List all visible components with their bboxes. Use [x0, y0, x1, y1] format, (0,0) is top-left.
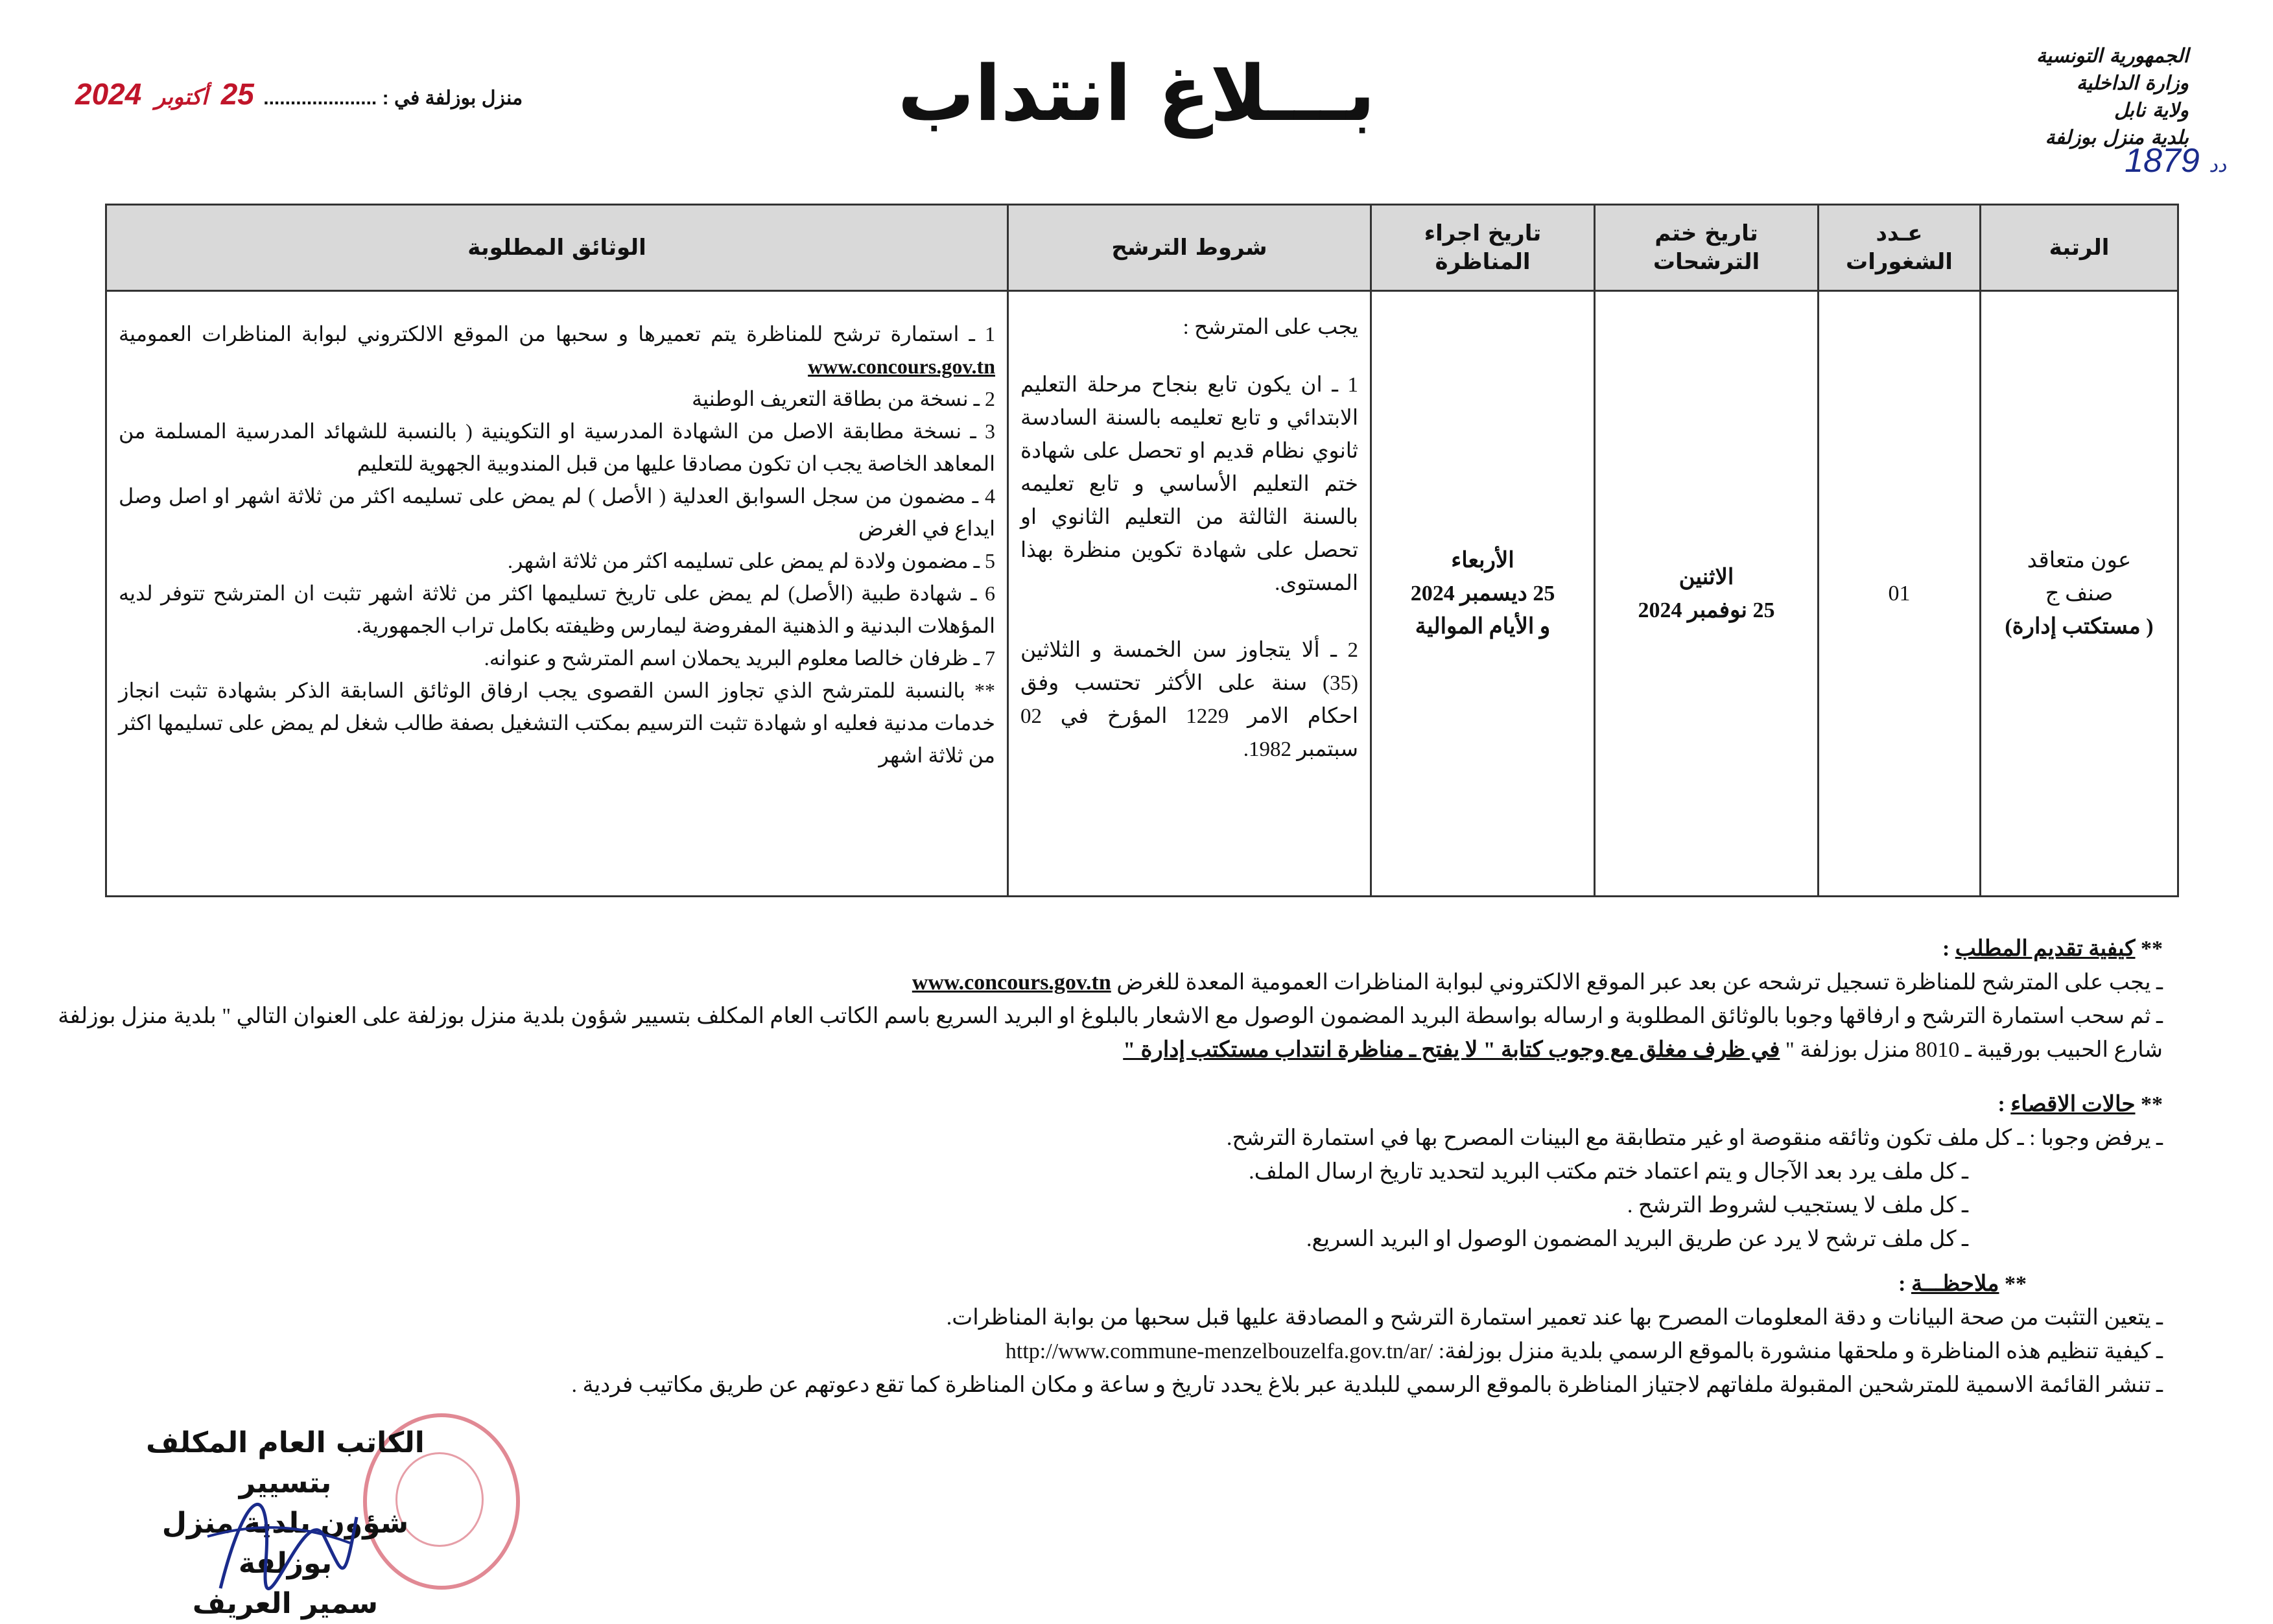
- table-row: [106, 291, 2178, 897]
- concours-link[interactable]: www.concours.gov.tn: [808, 355, 995, 378]
- registration-number-value: 1879: [2125, 142, 2200, 180]
- municipality-website-link[interactable]: http://www.commune-menzelbouzelfa.gov.tn/ar/: [1005, 1339, 1433, 1363]
- application-concours-link[interactable]: www.concours.gov.tn: [912, 971, 1111, 994]
- exam-following-days: و الأيام الموالية: [1415, 615, 1551, 639]
- recruitment-table: [105, 204, 2179, 897]
- exam-day: الأربعاء: [1451, 548, 1514, 572]
- document-2: 2 ـ نسخة من بطاقة التعريف الوطنية: [691, 387, 995, 410]
- application-line-2: ـ ثم سحب استمارة الترشح و ارفاقها وجوبا بالوثائق المطلوبة و ارساله بواسطة البريد المضمون الوصول مع الاشعار بالبلوغ او البريد السريع باسم الكاتب العام المكلف بتسيير شؤون بلدية منزل بوزلفة على العنوان التالي " بلدية منزل بوزلفة شارع الحبيب بورقيبة ـ 8010 منزل بوزلفة " في ظرف مغلق مع وجوب كتابة " لا يفتح ـ مناظرة انتداب مستكتب إدارة ": [58, 1004, 2163, 1062]
- date-dots: .....................: [263, 88, 377, 109]
- deadline-day: الاثنين: [1678, 565, 1734, 589]
- table-header-row: [106, 205, 2178, 291]
- header-documents: الوثائق المطلوبة: [106, 205, 1008, 291]
- header-posts: عـدد الشغورات: [1819, 205, 1981, 291]
- condition-1: 1 ـ ان يكون تابع بنجاح مرحلة التعليم الابتدائي و تابع تعليمه بالسنة السادسة ثانوي نظام قديم او تحصل على شهادة ختم التعليم الأساسي و تابع تعليمه بالسنة الثالثة من التعليم الثانوي او تحصل على شهادة تكوين منظرة بهذا المستوى.: [1020, 373, 1358, 595]
- header-rank: الرتبة: [1981, 205, 2178, 291]
- signature-office: شؤون بلدية منزل بوزلفة: [161, 1507, 409, 1580]
- application-heading: ** كيفية تقديم المطلب :: [1942, 937, 2163, 961]
- cell-documents: [106, 291, 1008, 897]
- registration-suffix: دد: [2209, 155, 2226, 176]
- exclusion-item: ـ كل ملف ترشح لا يرد عن طريق البريد المضمون الوصول او البريد السريع.: [1306, 1227, 1968, 1251]
- notes-section: [56, 1267, 2163, 1402]
- conditions-intro: يجب على المترشح :: [1183, 316, 1358, 339]
- application-section: [56, 932, 2163, 1067]
- header-exam-date: تاريخ اجراء المناظرة: [1371, 205, 1595, 291]
- document-5: 5 ـ مضمون ولادة لم يمض على تسليمه اكثر من ثلاثة اشهر.: [508, 549, 995, 572]
- municipality-name: بلدية منزل بوزلفة: [2045, 126, 2189, 149]
- header-conditions: شروط الترشح: [1008, 205, 1371, 291]
- date-prefix: منزل بوزلفة في :: [382, 88, 523, 109]
- note-line-3: ـ تنشر القائمة الاسمية للمترشحين المقبولة ملفاتهم لاجتياز المناظرة بالموقع الرسمي للبلدية عبر بلاغ يحدد تاريخ و ساعة و مكان المناظرة كما تقع دعوتهم عن طريق مكاتيب فردية .: [571, 1373, 2163, 1397]
- exam-date: 25 ديسمبر 2024: [1410, 582, 1555, 606]
- application-line-1: ـ يجب على المترشح للمناظرة تسجيل ترشحه عن بعد عبر الموقع الالكتروني لبوابة المناظرات العمومية المعدة للغرض www.concours.gov.tn: [912, 971, 2163, 994]
- exclusion-section: [56, 1088, 2163, 1256]
- envelope-instruction: في ظرف مغلق مع وجوب كتابة " لا يفتح ـ مناظرة انتداب مستكتب إدارة ": [1123, 1038, 1780, 1062]
- exclusion-prefix: ـ يرفض وجوبا :: [2029, 1126, 2163, 1150]
- exclusion-heading: ** حالات الاقصاء :: [1997, 1092, 2163, 1116]
- date-year: 2024: [75, 77, 142, 111]
- note-line-1: ـ يتعين التثبت من صحة البيانات و دقة المعلومات المصرح بها عند تعمير استمارة الترشح و المصادقة عليها قبل سحبها من بوابة المناظرات.: [946, 1306, 2163, 1330]
- condition-2: 2 ـ ألا يتجاوز سن الخمسة و الثلاثين (35) سنة على الأكثر تحتسب وفق احكام الامر 1229 المؤرخ في 02 سبتمبر 1982.: [1020, 639, 1358, 761]
- cell-deadline: [1595, 291, 1819, 897]
- note-line-2: ـ كيفية تنظيم هذه المناظرة و ملحقها منشورة بالموقع الرسمي بلدية منزل بوزلفة: http://www.commune-menzelbouzelfa.gov.tn/ar/: [1005, 1339, 2163, 1363]
- document-7: 7 ـ ظرفان خالصا معلوم البريد يحملان اسم المترشح و عنوانه.: [484, 646, 995, 670]
- handwritten-signature: [194, 1459, 363, 1601]
- cell-rank: [1981, 291, 2178, 897]
- document-3: 3 ـ نسخة مطابقة الاصل من الشهادة المدرسية او التكوينية ( بالنسبة للشهائد المدرسية المسلمة من المعاهد الخاصة يجب ان تكون مصادقا عليها من قبل المندوبية الجهوية للتعليم: [119, 419, 996, 475]
- date-month: أكتوبر: [154, 85, 208, 110]
- page-title: بـــلاغ انتداب: [897, 49, 1376, 138]
- republic-name: الجمهورية التونسية: [2036, 45, 2189, 67]
- rank-line-2: صنف ج: [2045, 582, 2114, 606]
- notes-heading: ** ملاحظـــة :: [1898, 1272, 2027, 1296]
- date-day: 25: [220, 77, 254, 111]
- registration-number: [2125, 141, 2226, 180]
- cell-exam-date: [1371, 291, 1595, 897]
- signature-title: الكاتب العام المكلف بتسيير: [146, 1426, 425, 1500]
- document-note: ** بالنسبة للمترشح الذي تجاوز السن القصوى يجب ارفاق الوثائق السابقة الذكر بشهادة تثبت انجاز خدمات مدنية فعليه او شهادة تثبت الترسيم بمكتب التشغيل بصفة طالب شغل لم يمض على تسليمها اكثر من ثلاثة اشهر: [119, 679, 995, 767]
- deadline-date: 25 نوفمبر 2024: [1638, 598, 1775, 622]
- governorate-name: ولاية نابل: [2114, 99, 2189, 122]
- document-6: 6 ـ شهادة طبية (الأصل) لم يمض على تاريخ تسليمها اكثر من ثلاثة اشهر تثبت ان المترشح تتوفر لديه المؤهلات البدنية و الذهنية المفروضة ليمارس وظيفته بكامل تراب الجمهورية.: [119, 582, 995, 637]
- rank-line-1: عون متعاقد: [2027, 548, 2132, 572]
- cell-conditions: [1008, 291, 1371, 897]
- signature-name: سمير العريف: [192, 1587, 379, 1620]
- rank-line-3: ( مستكتب إدارة): [2005, 615, 2154, 639]
- date-line: [71, 76, 523, 112]
- document-1: [119, 318, 995, 382]
- exclusion-item: ـ كل ملف لا يستجيب لشروط الترشح .: [1627, 1194, 1968, 1218]
- exclusion-item: ـ كل ملف يرد بعد الآجال و يتم اعتماد ختم مكتب البريد لتحديد تاريخ ارسال الملف.: [1249, 1160, 1968, 1184]
- document-1-text: 1 ـ استمارة ترشح للمناظرة يتم تعميرها و سحبها من الموقع الالكتروني لبوابة المناظرات العمومية: [119, 322, 995, 346]
- exclusion-item: ـ يرفض وجوبا : ـ كل ملف تكون وثائقه منقوصة او غير متطابقة مع البينات المصرح بها في استمارة الترشح.: [1226, 1126, 2163, 1150]
- ministry-name: وزارة الداخلية: [2076, 72, 2189, 95]
- document-4: 4 ـ مضمون من سجل السوابق العدلية ( الأصل ) لم يمض على تسليمه اكثر من ثلاثة اشهر او اصل وصل ايداع في الغرض: [119, 484, 995, 540]
- header-deadline: تاريخ ختم الترشحات: [1595, 205, 1819, 291]
- cell-posts: 01: [1819, 291, 1981, 897]
